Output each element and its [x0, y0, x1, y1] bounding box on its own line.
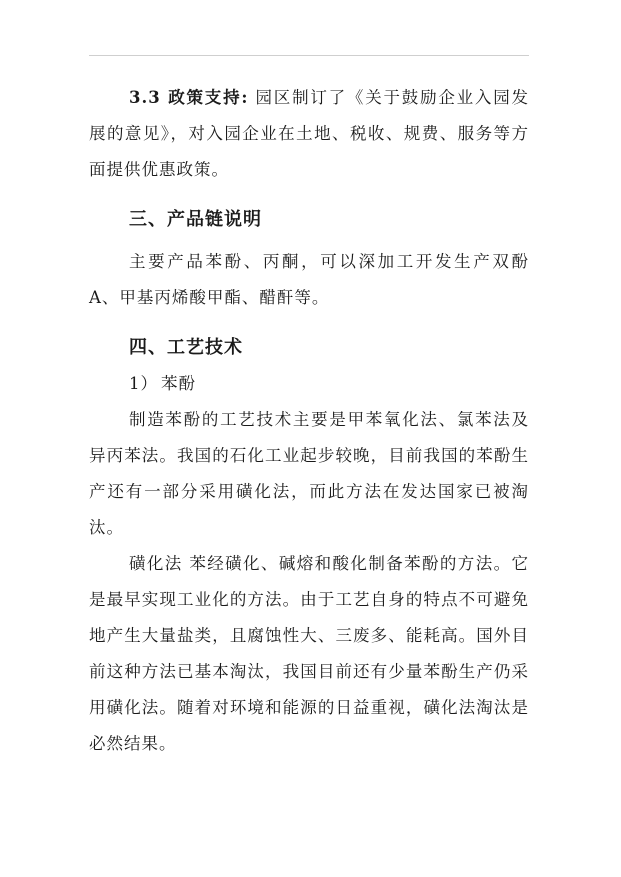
section-3-heading: 三、产品链说明	[129, 209, 262, 230]
process-paragraph-1: 制造苯酚的工艺技术主要是甲苯氧化法、氯苯法及异丙苯法。我国的石化工业起步较晚，目前我国的苯酚生产还有一部分采用磺化法，而此方法在发达国家已被淘汰。	[89, 410, 529, 537]
list-item-number: 1）	[129, 374, 158, 393]
policy-label: 3.3 政策支持:	[129, 88, 249, 107]
policy-paragraph	[89, 80, 529, 188]
policy-text: 园区制订了《关于鼓励企业入园发展的意见》，对入园企业在土地、税收、规费、服务等方面提供优惠政策。	[89, 88, 529, 179]
list-item-label: 苯酚	[161, 374, 196, 393]
header-rule	[89, 55, 529, 56]
process-paragraph-2: 磺化法 苯经磺化、碱熔和酸化制备苯酚的方法。它是最早实现工业化的方法。由于工艺自身的特点不可避免地产生大量盐类，且腐蚀性大、三废多、能耗高。国外目前这种方法已基本淘汰，我国目前还有少量苯酚生产仍采用磺化法。随着对环境和能源的日益重视，磺化法淘汰是必然结果。	[89, 554, 529, 753]
section-3-paragraph: 主要产品苯酚、丙酮，可以深加工开发生产双酚 A、甲基丙烯酸甲酯、醋酐等。	[89, 252, 529, 307]
section-4-heading: 四、工艺技术	[129, 337, 243, 358]
document-body	[89, 80, 529, 762]
list-item-phenol	[89, 366, 529, 402]
